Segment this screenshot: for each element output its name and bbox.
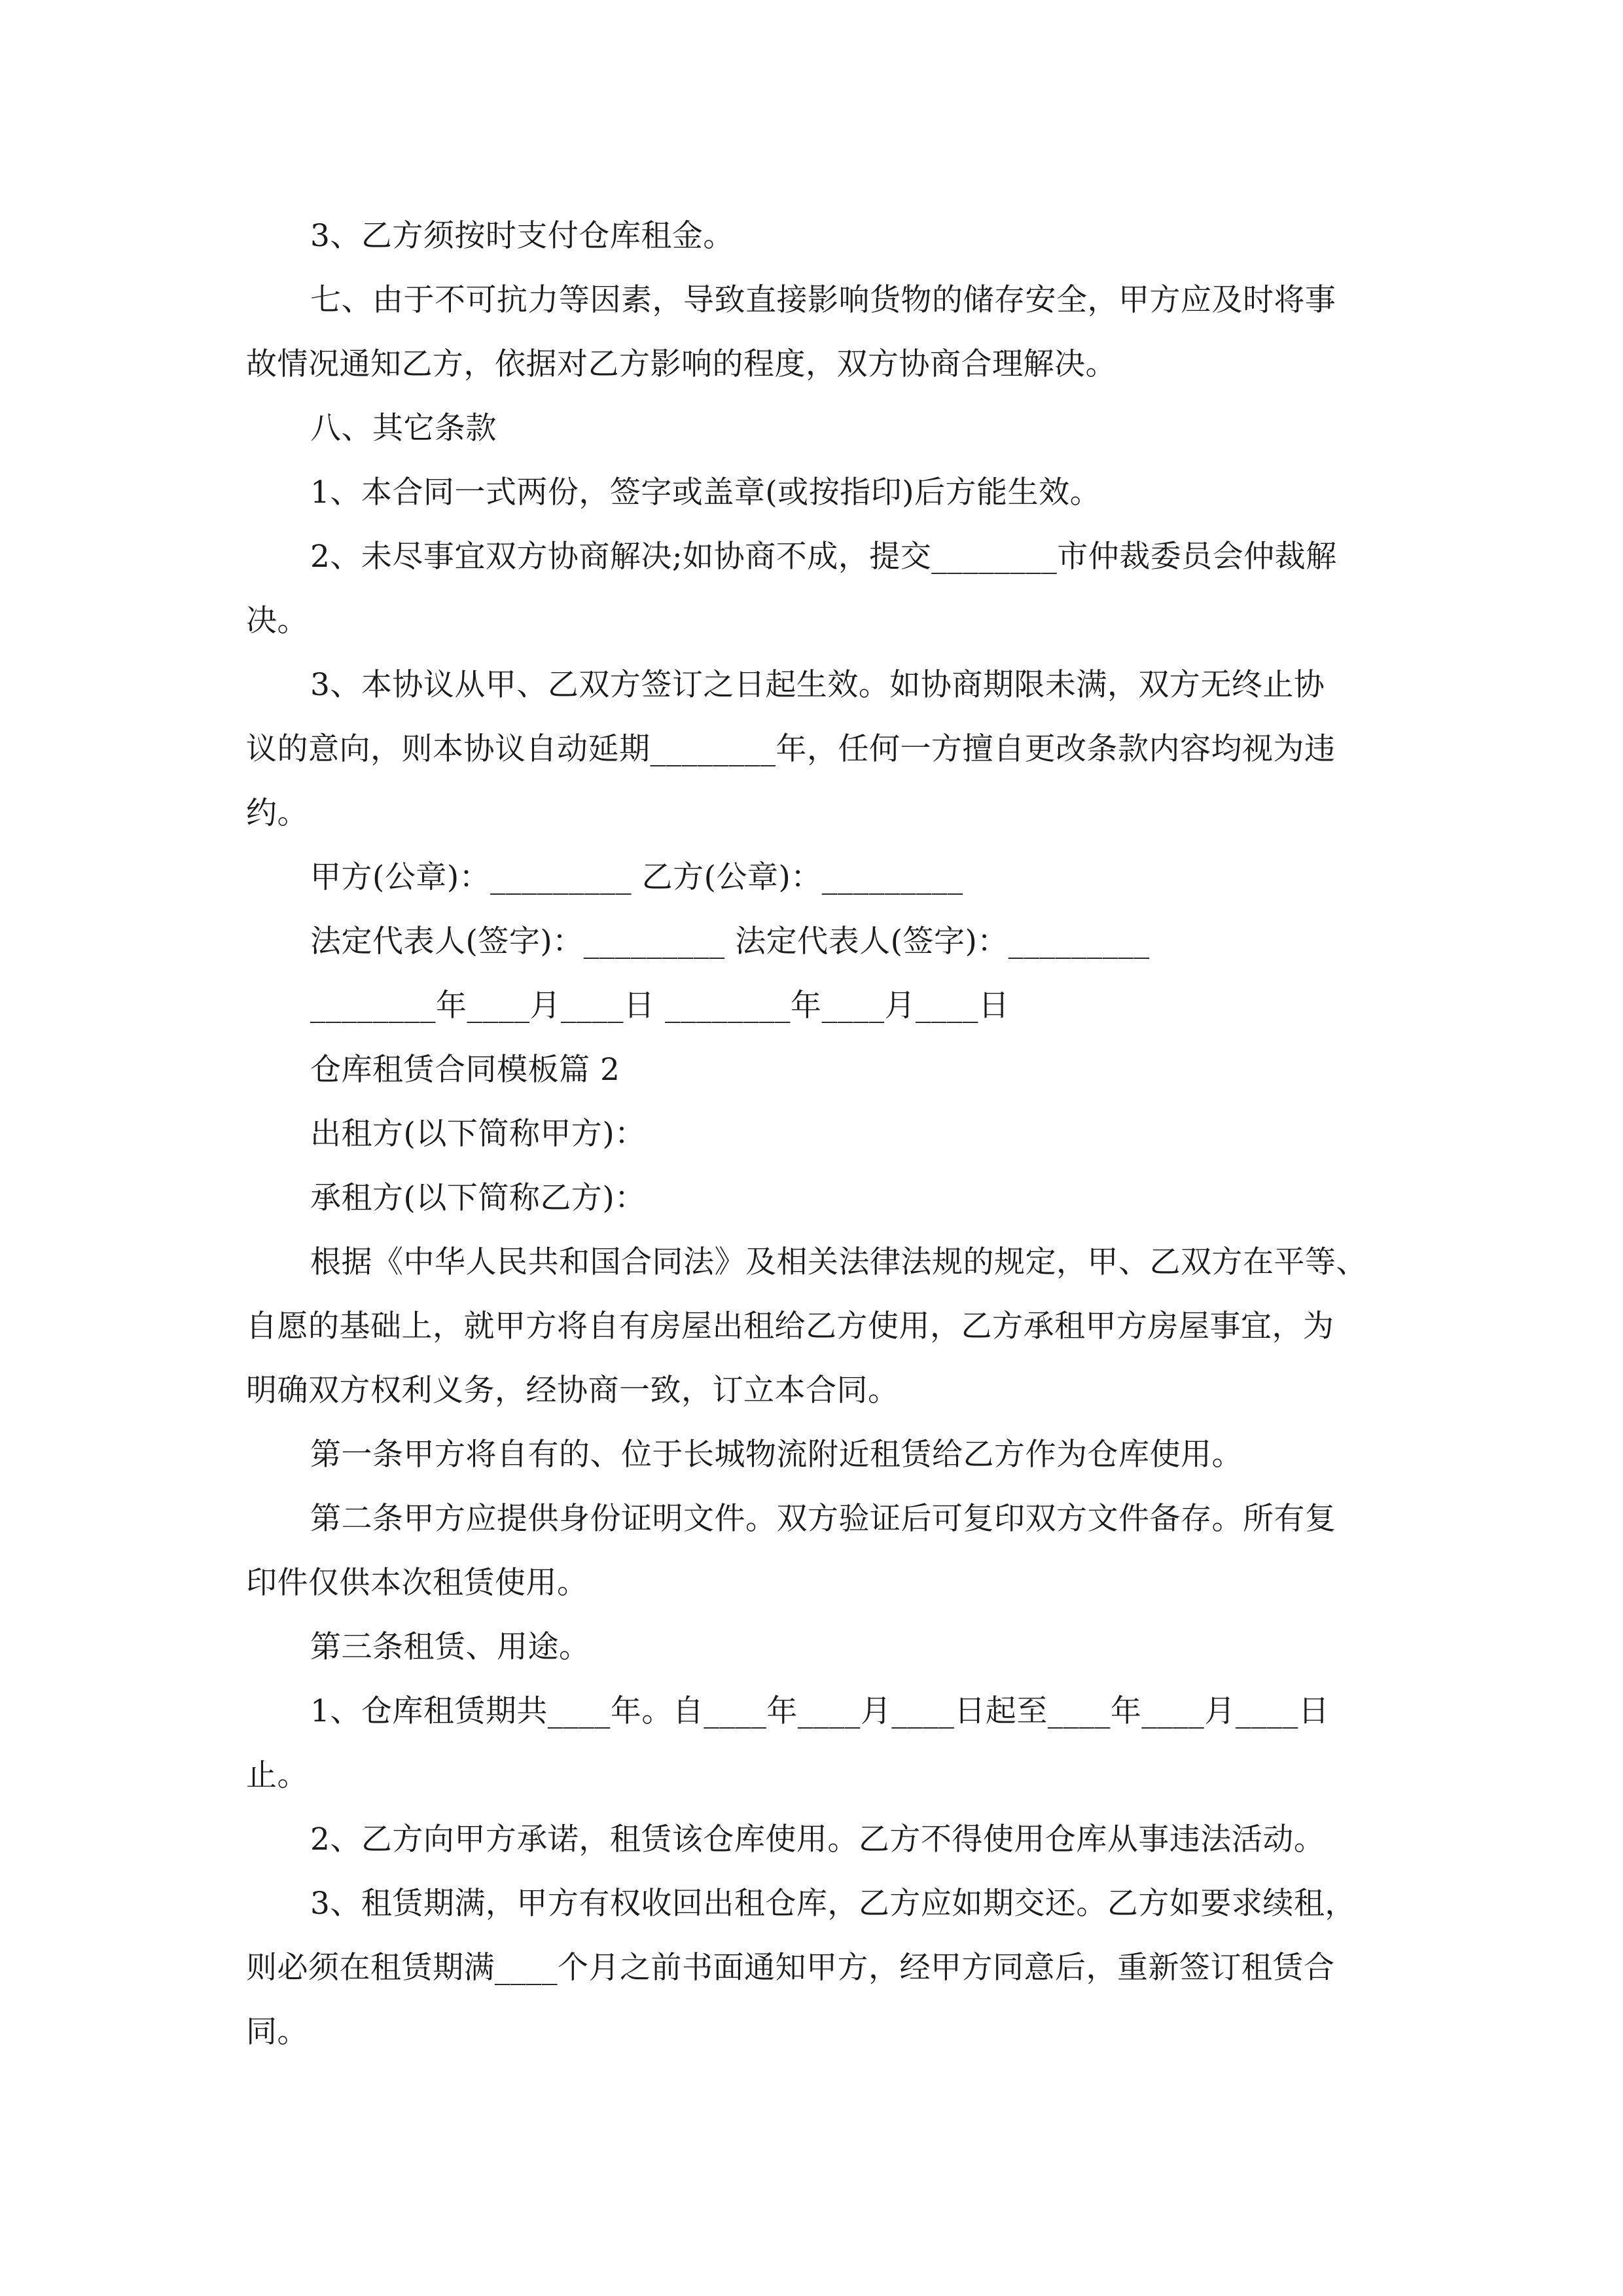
- text-line: 2、乙方向甲方承诺，租赁该仓库使用。乙方不得使用仓库从事违法活动。: [310, 1821, 1325, 1857]
- text-line: 3、乙方须按时支付仓库租金。: [310, 218, 734, 254]
- document-page: [246, 204, 1378, 2064]
- signature-line-seal: 甲方(公章)：_________ 乙方(公章)：_________: [310, 859, 963, 895]
- text-line: 故情况通知乙方，依据对乙方影响的程度，双方协商合理解决。: [246, 346, 1116, 382]
- text-line: 议的意向，则本协议自动延期________年，任何一方擅自更改条款内容均视为违: [246, 731, 1336, 767]
- article-3: 第三条租赁、用途。: [310, 1629, 590, 1665]
- text-line: 3、本协议从甲、乙双方签订之日起生效。如协商期限未满，双方无终止协: [310, 667, 1325, 703]
- text-line: 明确双方权利义务，经协商一致，订立本合同。: [246, 1372, 899, 1408]
- text-line: 1、仓库租赁期共____年。自____年____月____日起至____年____月____日: [310, 1693, 1330, 1729]
- text-line: 决。: [246, 603, 308, 639]
- text-line: 同。: [246, 2014, 308, 2050]
- signature-line-representative: 法定代表人(签字)：_________ 法定代表人(签字)：_________: [310, 924, 1150, 960]
- document-section-title: 仓库租赁合同模板篇 2: [310, 1052, 620, 1088]
- party-lessor: 出租方(以下简称甲方)：: [310, 1116, 646, 1152]
- text-line: 1、本合同一式两份，签字或盖章(或按指印)后方能生效。: [310, 475, 1101, 511]
- section-heading: 八、其它条款: [310, 410, 497, 446]
- text-line: 根据《中华人民共和国合同法》及相关法律法规的规定，甲、乙双方在平等、: [310, 1244, 1367, 1280]
- text-line: 2、未尽事宜双方协商解决;如协商不成，提交________市仲裁委员会仲裁解: [310, 539, 1337, 575]
- text-line: 约。: [246, 795, 308, 831]
- text-line: 印件仅供本次租赁使用。: [246, 1565, 588, 1601]
- text-line: 七、由于不可抗力等因素，导致直接影响货物的储存安全，甲方应及时将事: [310, 282, 1336, 318]
- article-1: 第一条甲方将自有的、位于长城物流附近租赁给乙方作为仓库使用。: [310, 1437, 1243, 1473]
- text-line: 3、租赁期满，甲方有权收回出租仓库，乙方应如期交还。乙方如要求续租，: [310, 1886, 1356, 1922]
- text-line: 止。: [246, 1757, 308, 1793]
- article-2: 第二条甲方应提供身份证明文件。双方验证后可复印双方文件备存。所有复: [310, 1501, 1336, 1537]
- party-lessee: 承租方(以下简称乙方)：: [310, 1180, 646, 1216]
- text-line: 则必须在租赁期满____个月之前书面通知甲方，经甲方同意后，重新签订租赁合: [246, 1950, 1335, 1986]
- signature-line-date: ________年____月____日 ________年____月____日: [310, 988, 1010, 1024]
- text-line: 自愿的基础上，就甲方将自有房屋出租给乙方使用，乙方承租甲方房屋事宜，为: [246, 1308, 1334, 1344]
